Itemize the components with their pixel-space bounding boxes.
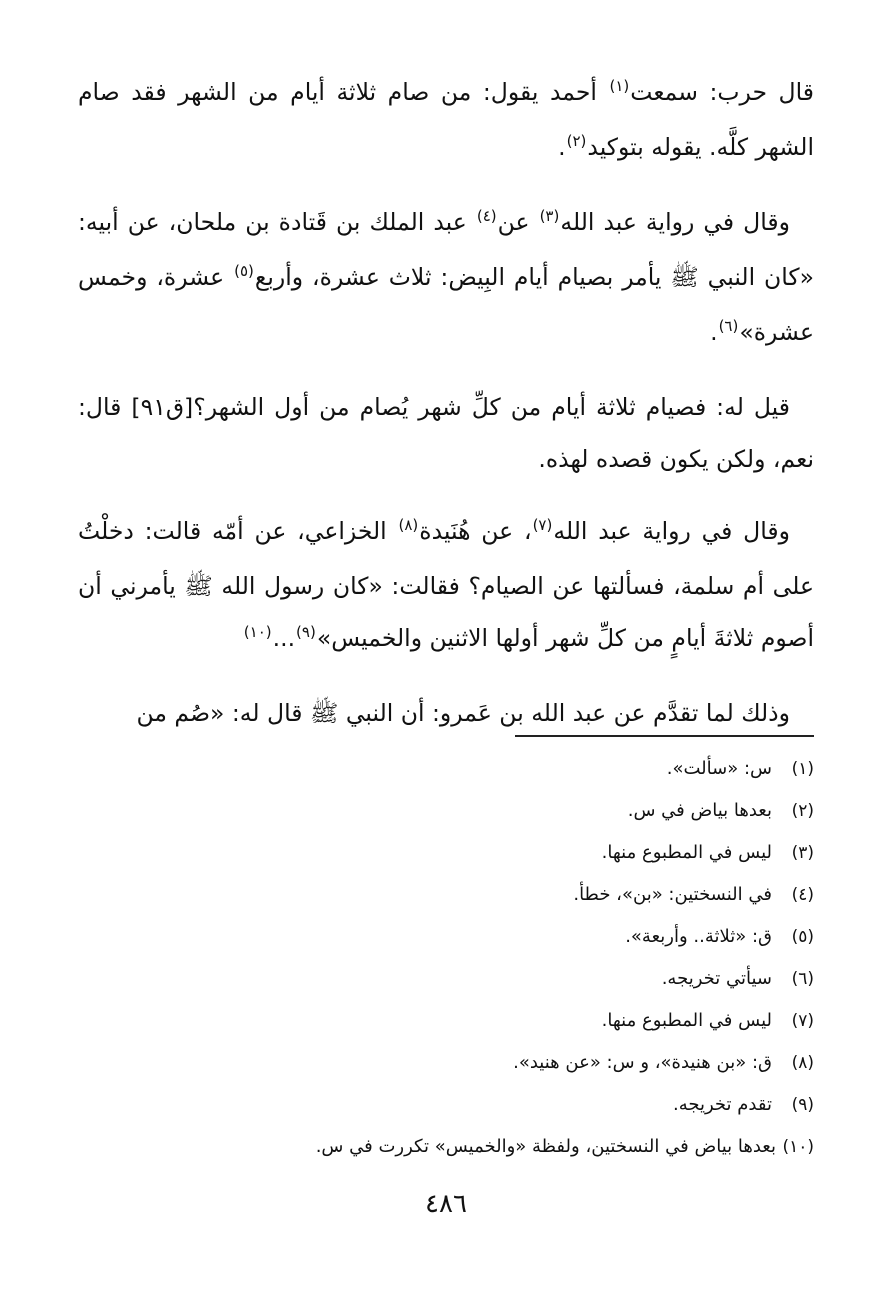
footnote: [78, 832, 814, 874]
footnote-number: (٧): [791, 1011, 814, 1031]
footnote: [78, 1084, 814, 1126]
paragraph: [78, 196, 814, 361]
footnote-number: (١٠): [782, 1137, 814, 1157]
footnote: [78, 874, 814, 916]
paragraph-text: وقال في رواية عبد الله: [553, 517, 790, 545]
paragraph-text: قيل له: فصيام ثلاثة أيام من كلِّ شهر يُصام من أول الشهر؟[ق٩١] قال: نعم، ولكن يكون قصده لهذه.: [78, 393, 814, 473]
footnote-number: (٢): [791, 801, 814, 821]
footnote-number: (٦): [791, 969, 814, 989]
footnote: [78, 1000, 814, 1042]
footnote-text: تقدم تخريجه.: [673, 1094, 772, 1115]
paragraph: [78, 687, 814, 739]
footnote-number: (٨): [791, 1053, 814, 1073]
paragraph: [78, 66, 814, 176]
paragraph-text: عن: [497, 208, 539, 236]
footnote-ref: (١): [609, 77, 630, 95]
footnote: [78, 748, 814, 790]
paragraph-text: عبد الملك بن قَتادة بن ملحان، عن أبيه: «كان النبي ﷺ يأمر بصيام أيام البِيض: ثلاث عشرة، وأربع: [78, 208, 815, 291]
footnote-number: (٣): [791, 843, 814, 863]
footnote: [78, 958, 814, 1000]
footnote-number: (٤): [791, 885, 814, 905]
paragraph-text: عشرة، وخمس عشرة»: [78, 263, 814, 346]
page-number: ٤٨٦: [425, 1189, 467, 1219]
paragraph-text: ...: [272, 624, 296, 652]
paragraph-text: .: [558, 133, 566, 161]
paragraph-text: الخزاعي، عن أمّه قالت: دخلْتُ على أم سلمة، فسألتها عن الصيام؟ فقالت: «كان رسول الله ﷺ يأمرني أن أصوم ثلاثةَ أيامٍ من كلِّ شهر أولها الاثنين والخميس»: [78, 517, 814, 652]
footnote-ref: (٢): [566, 132, 587, 150]
footnote-number: (١): [791, 759, 814, 779]
paragraph-text: ، عن هُنَيدة: [419, 517, 532, 545]
footnote-ref: (٦): [718, 317, 739, 335]
footnote-text: في النسختين: «بن»، خطأ.: [573, 884, 772, 905]
footnote-text: ق: «بن هنيدة»، و س: «عن هنيد».: [513, 1052, 772, 1073]
footnote-ref: (٤): [476, 207, 497, 225]
footnote-number: (٥): [791, 927, 814, 947]
paragraph-text: أحمد يقول: من صام ثلاثة أيام من الشهر فقد صام الشهر كلَّه. يقوله بتوكيد: [78, 78, 814, 161]
footnote: [78, 1042, 814, 1084]
paragraph-text: وذلك لما تقدَّم عن عبد الله بن عَمرو: أن النبي ﷺ قال له: «صُم من: [136, 699, 790, 727]
paragraph-text: وقال في رواية عبد الله: [560, 208, 790, 236]
footnote-ref: (٩): [296, 623, 316, 641]
footnote-text: بعدها بياض في النسختين، ولفظة «والخميس» تكررت في س.: [315, 1136, 776, 1157]
footnote-ref: (١٠): [243, 623, 272, 641]
footnote-ref: (٥): [234, 262, 254, 280]
paragraph-text: .: [710, 318, 718, 346]
footnotes-list: [78, 748, 814, 1168]
footnote: [78, 790, 814, 832]
footnote-text: ليس في المطبوع منها.: [601, 842, 772, 863]
footnote-text: ليس في المطبوع منها.: [601, 1010, 772, 1031]
footnote-ref: (٣): [539, 207, 560, 225]
footnote-number: (٩): [791, 1095, 814, 1115]
paragraph-text: قال حرب: سمعت: [630, 78, 814, 106]
paragraph: [78, 505, 814, 667]
footnote: [78, 1126, 814, 1168]
footnote-text: بعدها بياض في س.: [627, 800, 772, 821]
main-text: [78, 66, 814, 759]
footnote: [78, 916, 814, 958]
footnote-text: سيأتي تخريجه.: [661, 968, 772, 989]
footnote-ref: (٨): [398, 516, 419, 534]
footnote-ref: (٧): [532, 516, 553, 534]
footnote-divider: [515, 735, 814, 737]
footnote-text: ق: «ثلاثة.. وأربعة».: [625, 926, 772, 947]
paragraph: [78, 381, 814, 485]
footnote-text: س: «سألت».: [666, 758, 772, 779]
